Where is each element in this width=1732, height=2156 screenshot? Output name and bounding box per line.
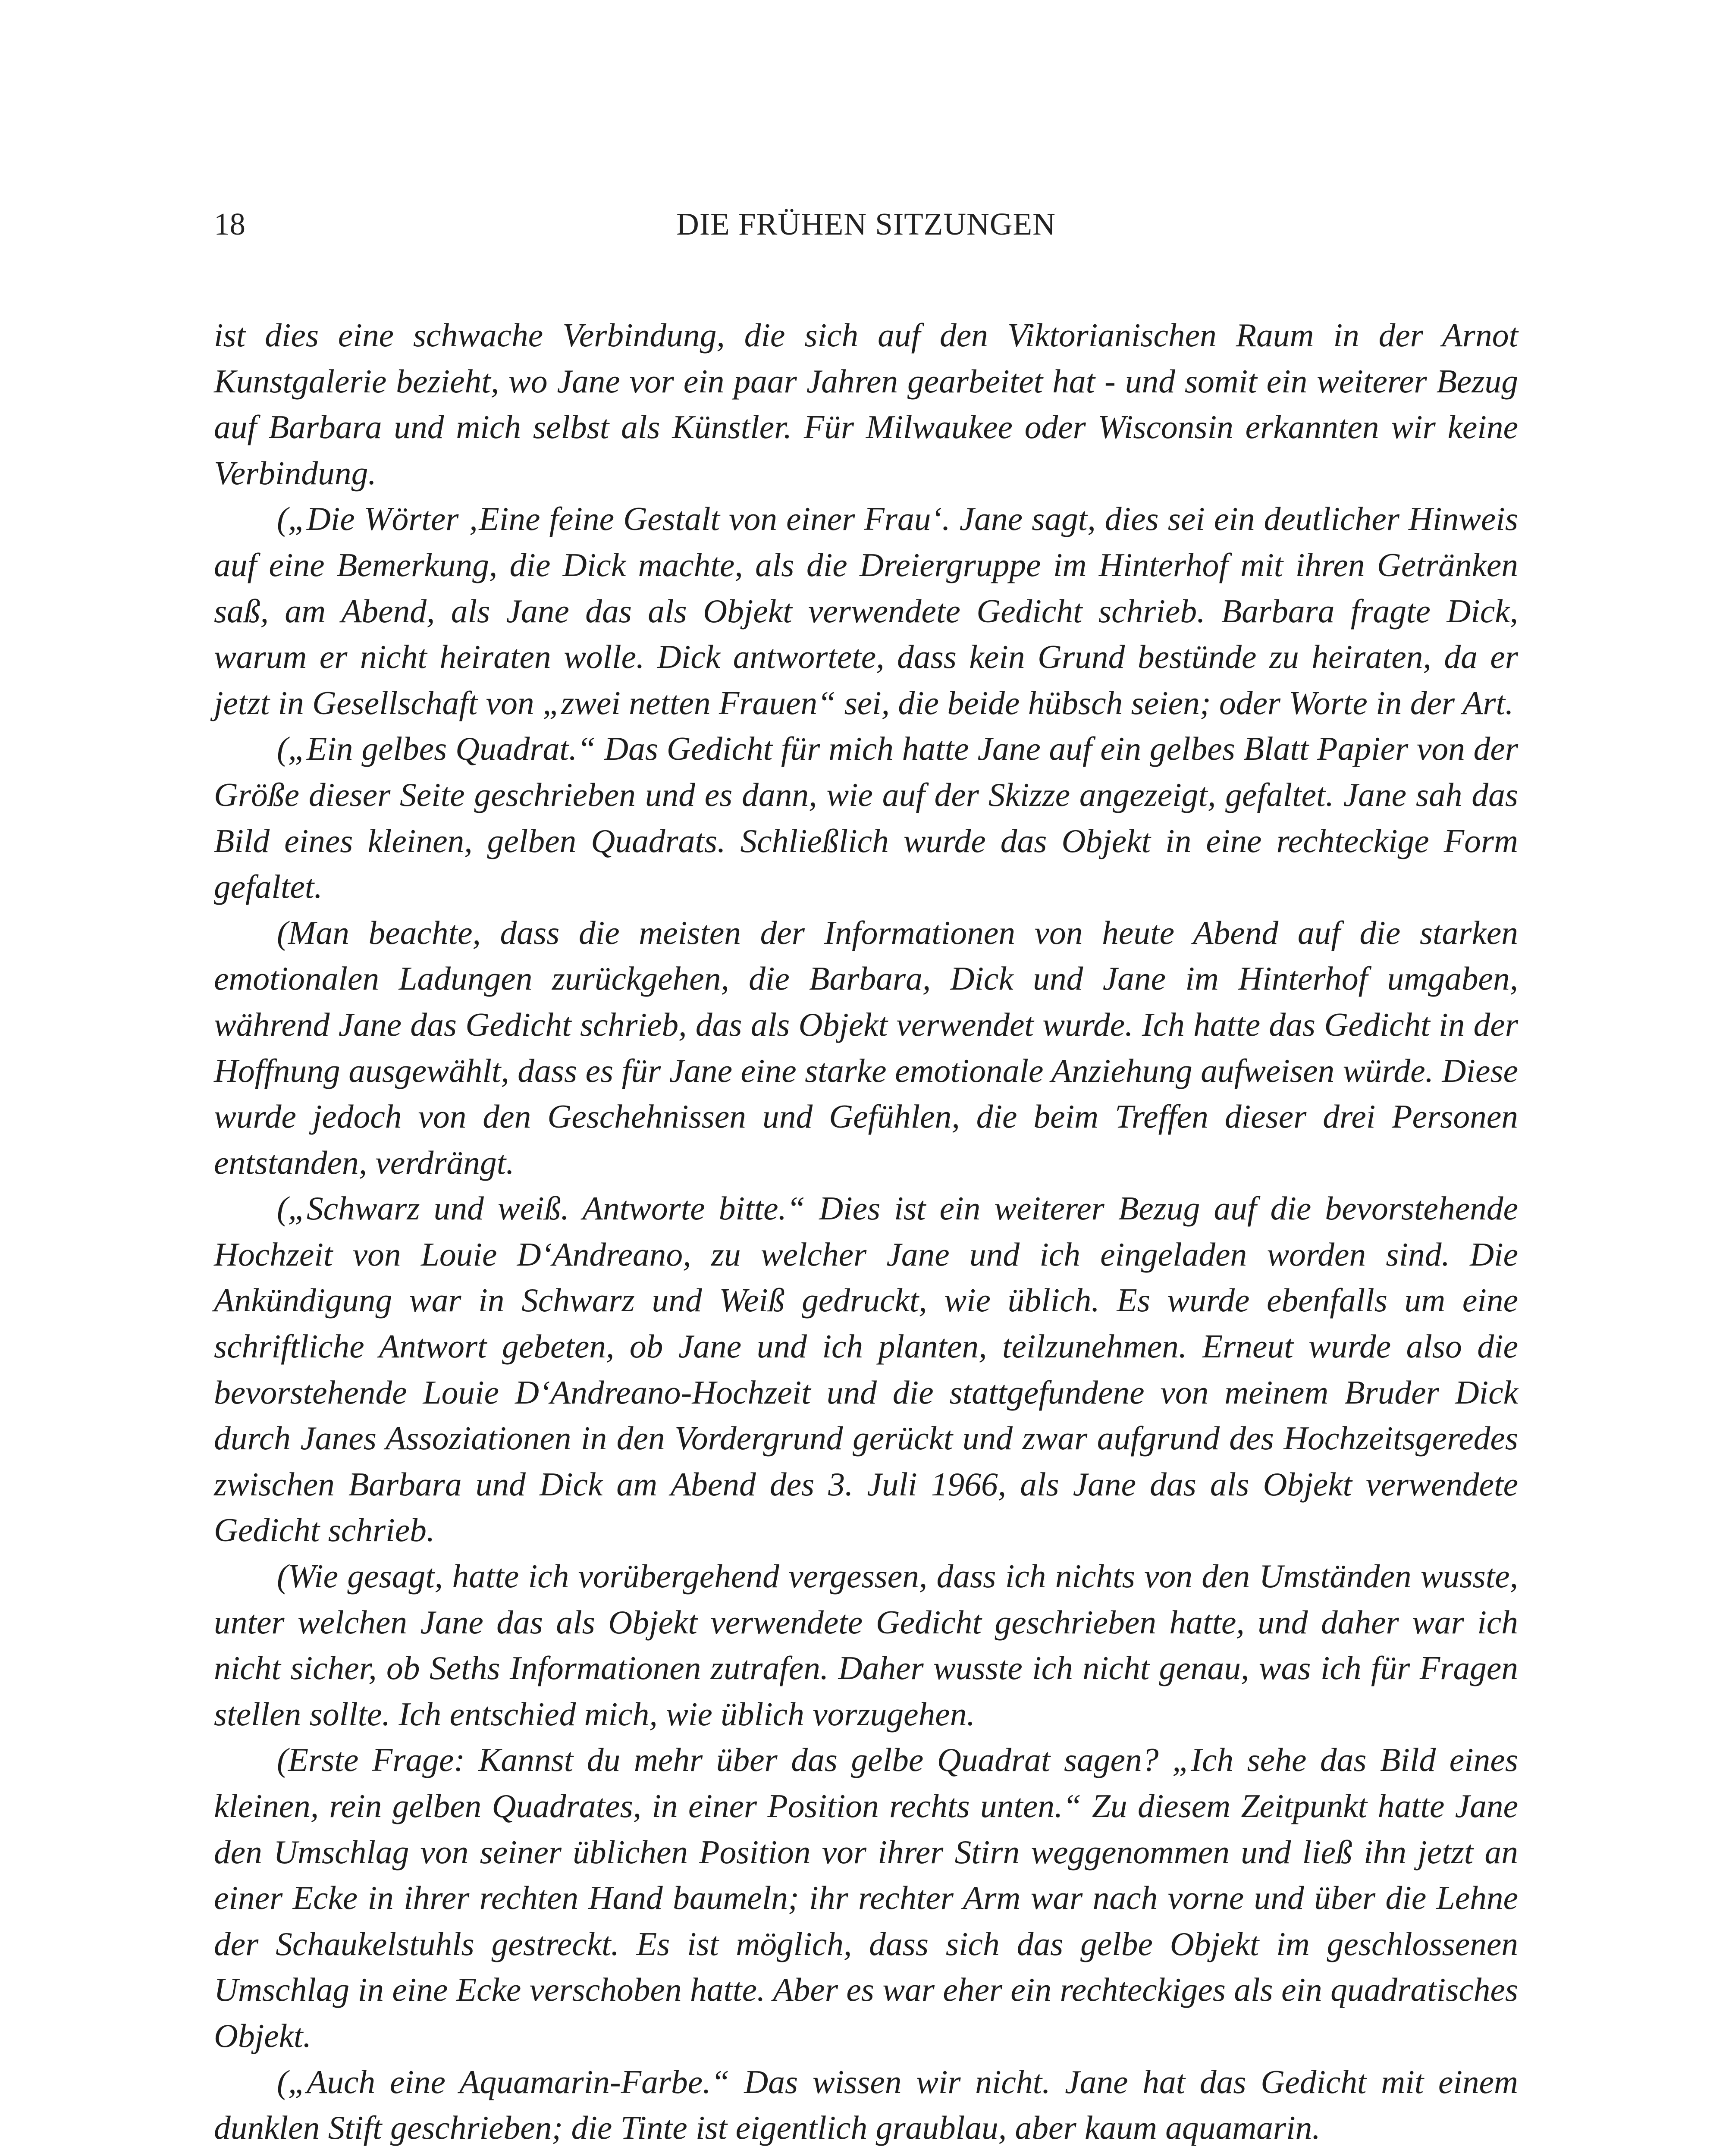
paragraph: (Man beachte, dass die meisten der Informationen von heute Abend auf die starken emotionalen Ladungen zurückgehen, die Barbara, Dick und Jane im Hinterhof umgaben, während Jane das Gedicht schrieb, das als Objekt verwendet wurde. Ich hatte das Gedicht in der Hoffnung ausgewählt, dass es für Jane eine starke emotionale Anziehung aufweisen würde. Diese wurde jedoch von den Geschehnissen und Gefühlen, die beim Treffen dieser drei Personen entstanden, verdrängt. [214,914,1518,1181]
running-header [214,203,1518,246]
paragraph: („Ein gelbes Quadrat.“ Das Gedicht für mich hatte Jane auf ein gelbes Blatt Papier von der Größe dieser Seite geschrieben und es dann, wie auf der Skizze angezeigt, gefaltet. Jane sah das Bild eines kleinen, gelben Quadrats. Schließlich wurde das Objekt in eine rechteckige Form gefaltet. [214,730,1518,906]
page-number: 18 [214,207,245,241]
paragraph: (Wie gesagt, hatte ich vorübergehend vergessen, dass ich nichts von den Umständen wusste, unter welchen Jane das als Objekt verwendete Gedicht geschrieben hatte, und daher war ich nicht sicher, ob Seths Informationen zutrafen. Daher wusste ich nicht genau, was ich für Fragen stellen sollte. Ich entschied mich, wie üblich vorzugehen. [214,1557,1518,1733]
body-text [214,312,1518,2151]
paragraph: ist dies eine schwache Verbindung, die sich auf den Viktorianischen Raum in der Arnot Kunstgalerie bezieht, wo Jane vor ein paar Jahren gearbeitet hat - und somit ein weiterer Bezug auf Barbara und mich selbst als Künstler. Für Milwaukee oder Wisconsin erkannten wir keine Verbindung. [214,317,1518,492]
chapter-title: DIE FRÜHEN SITZUNGEN [676,207,1056,241]
paragraph: („Auch eine Aquamarin-Farbe.“ Das wissen wir nicht. Jane hat das Gedicht mit einem dunklen Stift geschrieben; die Tinte ist eigentlich graublau, aber kaum aquamarin. [214,2063,1518,2147]
paragraph: („Die Wörter ‚Eine feine Gestalt von einer Frau‘. Jane sagt, dies sei ein deutlicher Hinweis auf eine Bemerkung, die Dick machte, als die Dreiergruppe im Hinterhof mit ihren Getränken saß, am Abend, als Jane das als Objekt verwendete Gedicht schrieb. Barbara fragte Dick, warum er nicht heiraten wolle. Dick antwortete, dass kein Grund bestünde zu heiraten, da er jetzt in Gesellschaft von „zwei netten Frauen“ sei, die beide hübsch seien; oder Worte in der Art. [214,500,1518,721]
paragraph: (Erste Frage: Kannst du mehr über das gelbe Quadrat sagen? „Ich sehe das Bild eines kleinen, rein gelben Quadrates, in einer Position rechts unten.“ Zu diesem Zeitpunkt hatte Jane den Umschlag von seiner üblichen Position vor ihrer Stirn weggenommen und ließ ihn jetzt an einer Ecke in ihrer rechten Hand baumeln; ihr rechter Arm war nach vorne und über die Lehne der Schaukelstuhls gestreckt. Es ist möglich, dass sich das gelbe Objekt im geschlossenen Umschlag in eine Ecke verschoben hatte. Aber es war eher ein rechteckiges als ein quadratisches Objekt. [214,1741,1518,2054]
paragraph: („Schwarz und weiß. Antworte bitte.“ Dies ist ein weiterer Bezug auf die bevorstehende Hochzeit von Louie D‘Andreano, zu welcher Jane und ich eingeladen worden sind. Die Ankündigung war in Schwarz und Weiß gedruckt, wie üblich. Es wurde ebenfalls um eine schriftliche Antwort gebeten, ob Jane und ich planten, teilzunehmen. Erneut wurde also die bevorstehende Louie D‘Andreano-Hochzeit und die stattgefundene von meinem Bruder Dick durch Janes Assoziationen in den Vordergrund gerückt und zwar aufgrund des Hochzeitsgeredes zwischen Barbara und Dick am Abend des 3. Juli 1966, als Jane das als Objekt verwendete Gedicht schrieb. [214,1190,1518,1549]
